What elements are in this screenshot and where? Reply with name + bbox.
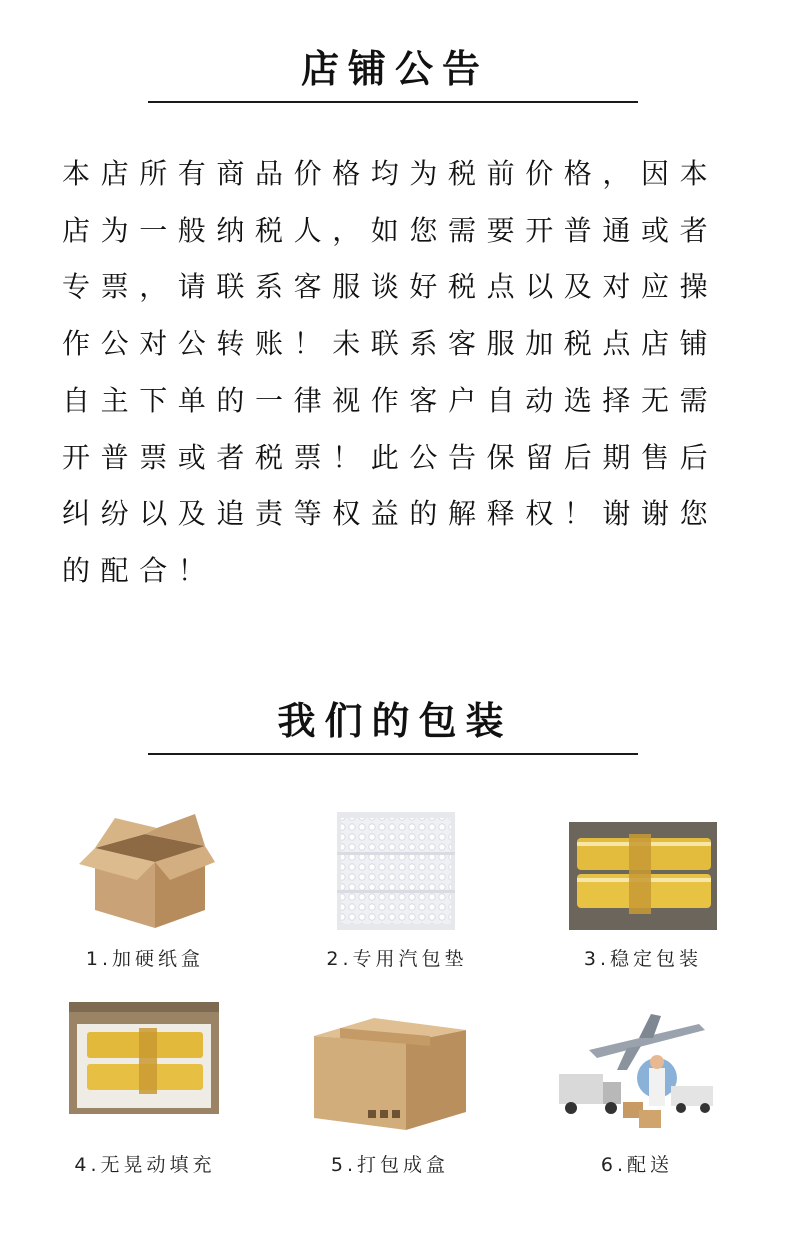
notice-title: 店铺公告 [300, 47, 489, 91]
packaging-item-label: 5.打包成盒 [330, 1154, 450, 1176]
taped-package-icon [569, 822, 717, 930]
open-cardboard-box-icon [75, 810, 215, 930]
packaging-item-label: 1.加硬纸盒 [85, 948, 205, 970]
delivery-icon [557, 1010, 717, 1132]
packaging-item-label: 6.配送 [600, 1154, 674, 1176]
packed-box-icon [69, 1002, 219, 1114]
packaging-item-label: 4.无晃动填充 [74, 1154, 216, 1176]
notice-title-divider [148, 101, 638, 103]
notice-body: 本店所有商品价格均为税前价格，因本店为一般纳税人，如您需要开普通或者专票，请联系客服谈好税点以及对应操作公对公转账！未联系客服加税点店铺自主下单的一律视作客户自动选择无需开普票或者税票！此公告保留后期售后纠纷以及追责等权益的解释权！谢谢您的配合！ [62, 157, 719, 587]
bubble-wrap-icon [337, 812, 455, 930]
sealed-box-icon [310, 1012, 470, 1132]
packaging-item-label: 2.专用汽包垫 [326, 948, 468, 970]
packaging-item-label: 3.稳定包装 [583, 948, 703, 970]
packaging-title: 我们的包装 [277, 699, 513, 743]
packaging-title-divider [148, 753, 638, 755]
